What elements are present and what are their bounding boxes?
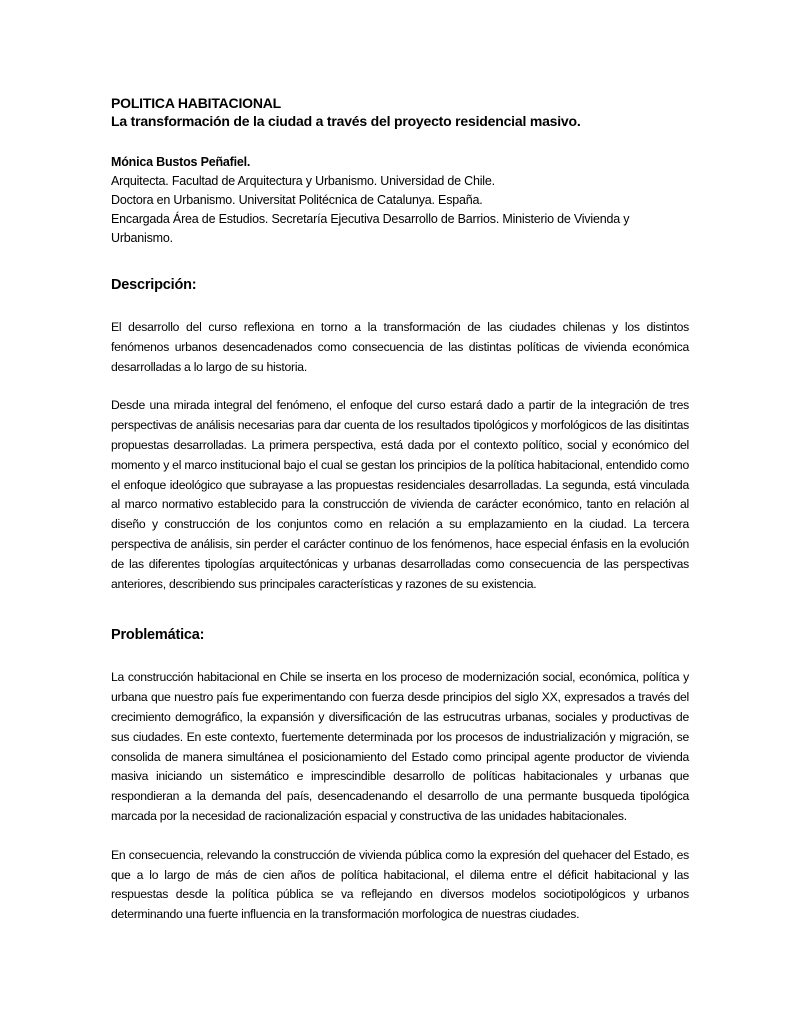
author-affiliation: Doctora en Urbanismo. Universitat Politécnica de Catalunya. España. <box>111 193 483 207</box>
section-problematica <box>111 626 689 925</box>
section-heading: Descripción: <box>111 277 197 293</box>
author-block <box>111 153 689 248</box>
section-heading: Problemática: <box>111 627 205 644</box>
document-title: POLITICA HABITACIONAL <box>111 95 282 111</box>
paragraph: Desde una mirada integral del fenómeno, el enfoque del curso estará dado a partir de la integración de tres perspectivas de análisis necesarias para dar cuenta de los resultados tipológicos y morfológicos de las disitintas propuestas desarrolladas. La primera perspectiva, está dada por el contexto político, social y económico del momento y el marco institucional bajo el cual se gestan los principios de la política habitacional, entendido como el enfoque ideológico que subrayase a las propuestas residenciales desarrolladas. La segunda, está vinculada al marco normativo establecido para la construcción de vivienda de carácter económico, tanto en relación al diseño y construcción de los conjuntos como en relación a su emplazamiento en la ciudad. La tercera perspectiva de análisis, sin perder el carácter continuo de los fenómenos, hace especial énfasis en la evolución de las diferentes tipologías arquitectónicas y urbanas desarrolladas como consecuencia de las perspectivas anteriores, describiendo sus principales características y razones de su existencia. <box>111 398 689 591</box>
paragraph: La construcción habitacional en Chile se inserta en los proceso de modernización social, económica, política y urbana que nuestro país fue experimentando con fuerza desde principios del siglo XX, expresados a través del crecimiento demográfico, la expansión y diversificación de las estrucutras urbanas, sociales y productivas de sus ciudades. En este contexto, fuertemente determinada por los procesos de industrialización y migración, se consolida de manera simultánea el posicionamiento del Estado como principal agente productor de vivienda masiva iniciando un sistemático e imprescindible desarrollo de políticas habitacionales y urbanas que respondieran a la demanda del país, desencadenando el desarrollo de una permante busqueda tipológica marcada por la necesidad de racionalización espacial y constructiva de las unidades habitacionales. <box>111 670 689 823</box>
paragraph: En consecuencia, relevando la construcción de vivienda pública como la expresión del quehacer del Estado, es que a lo largo de más de cien años de política habitacional, el dilema entre el déficit habitacional y las respuestas desde la política pública se va reflejando en diversos modelos sociotipológicos y urbanos determinando una fuerte influencia en la transformación morfologica de nuestras ciudades. <box>111 847 689 922</box>
document-subtitle: La transformación de la ciudad a través del proyecto residencial masivo. <box>111 113 581 129</box>
section-descripcion <box>111 276 689 594</box>
document-page <box>111 94 689 925</box>
paragraph: El desarrollo del curso reflexiona en torno a la transformación de las ciudades chilenas y los distintos fenómenos urbanos desencadenados como consecuencia de las distintas políticas de vivienda económica desarrolladas a lo largo de su historia. <box>111 320 689 374</box>
author-affiliation: Encargada Área de Estudios. Secretaría Ejecutiva Desarrollo de Barrios. Ministerio de Vivienda y Urbanismo. <box>111 212 630 245</box>
author-name: Mónica Bustos Peñafiel. <box>111 155 251 169</box>
author-affiliation: Arquitecta. Facultad de Arquitectura y Urbanismo. Universidad de Chile. <box>111 174 495 188</box>
